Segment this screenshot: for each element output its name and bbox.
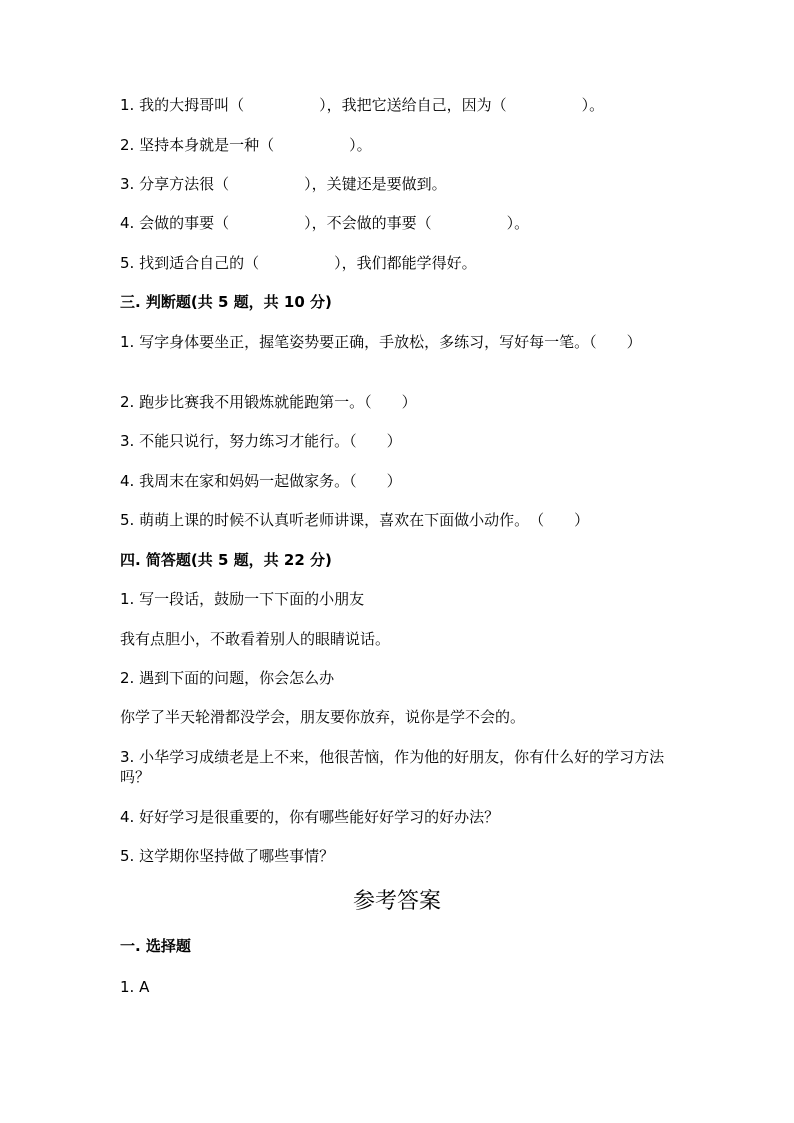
- judge-item-1: 1. 写字身体要坐正，握笔姿势要正确，手放松，多练习，写好每一笔。（ ）: [120, 333, 642, 351]
- short-answer-prompt-1: 我有点胆小，不敢看着别人的眼睛说话。: [120, 630, 391, 648]
- short-answer-question-3: 3. 小华学习成绩老是上不来，他很苦恼，作为他的好朋友，你有什么好的学习方法吗？: [120, 748, 665, 786]
- section3-heading: 三. 判断题(共 5 题，共 10 分): [120, 293, 332, 311]
- short-answer-question-5: 5. 这学期你坚持做了哪些事情？: [120, 847, 335, 865]
- answer-key-title: 参考答案: [352, 889, 441, 914]
- judge-item-3: 3. 不能只说行，努力练习才能行。（ ）: [120, 432, 402, 450]
- judge-item-4: 4. 我周末在家和妈妈一起做家务。（ ）: [120, 472, 402, 490]
- short-answer-prompt-2: 你学了半天轮滑都没学会，朋友要你放弃，说你是学不会的。: [120, 708, 526, 726]
- judge-item-2: 2. 跑步比赛我不用锻炼就能跑第一。（ ）: [120, 393, 417, 411]
- short-answer-question-4: 4. 好好学习是很重要的，你有哪些能好好学习的好办法？: [120, 808, 500, 826]
- answer-section1-heading: 一. 选择题: [120, 937, 191, 955]
- short-answer-question-2: 2. 遇到下面的问题，你会怎么办: [120, 669, 335, 687]
- short-answer-question-1: 1. 写一段话，鼓励一下下面的小朋友: [120, 590, 365, 608]
- fill-blank-item-5: 5. 找到适合自己的（ ），我们都能学得好。: [120, 254, 477, 272]
- answer-item-1: 1. A: [120, 978, 150, 996]
- fill-blank-item-3: 3. 分享方法很（ ），关键还是要做到。: [120, 175, 447, 193]
- fill-blank-item-1: 1. 我的大拇哥叫（ ），我把它送给自己，因为（ ）。: [120, 96, 605, 114]
- fill-blank-item-4: 4. 会做的事要（ ），不会做的事要（ ）。: [120, 214, 530, 232]
- fill-blank-item-2: 2. 坚持本身就是一种（ ）。: [120, 136, 372, 154]
- section4-heading: 四. 简答题(共 5 题，共 22 分): [120, 551, 332, 569]
- judge-item-5: 5. 萌萌上课的时候不认真听老师讲课，喜欢在下面做小动作。 （ ）: [120, 511, 590, 529]
